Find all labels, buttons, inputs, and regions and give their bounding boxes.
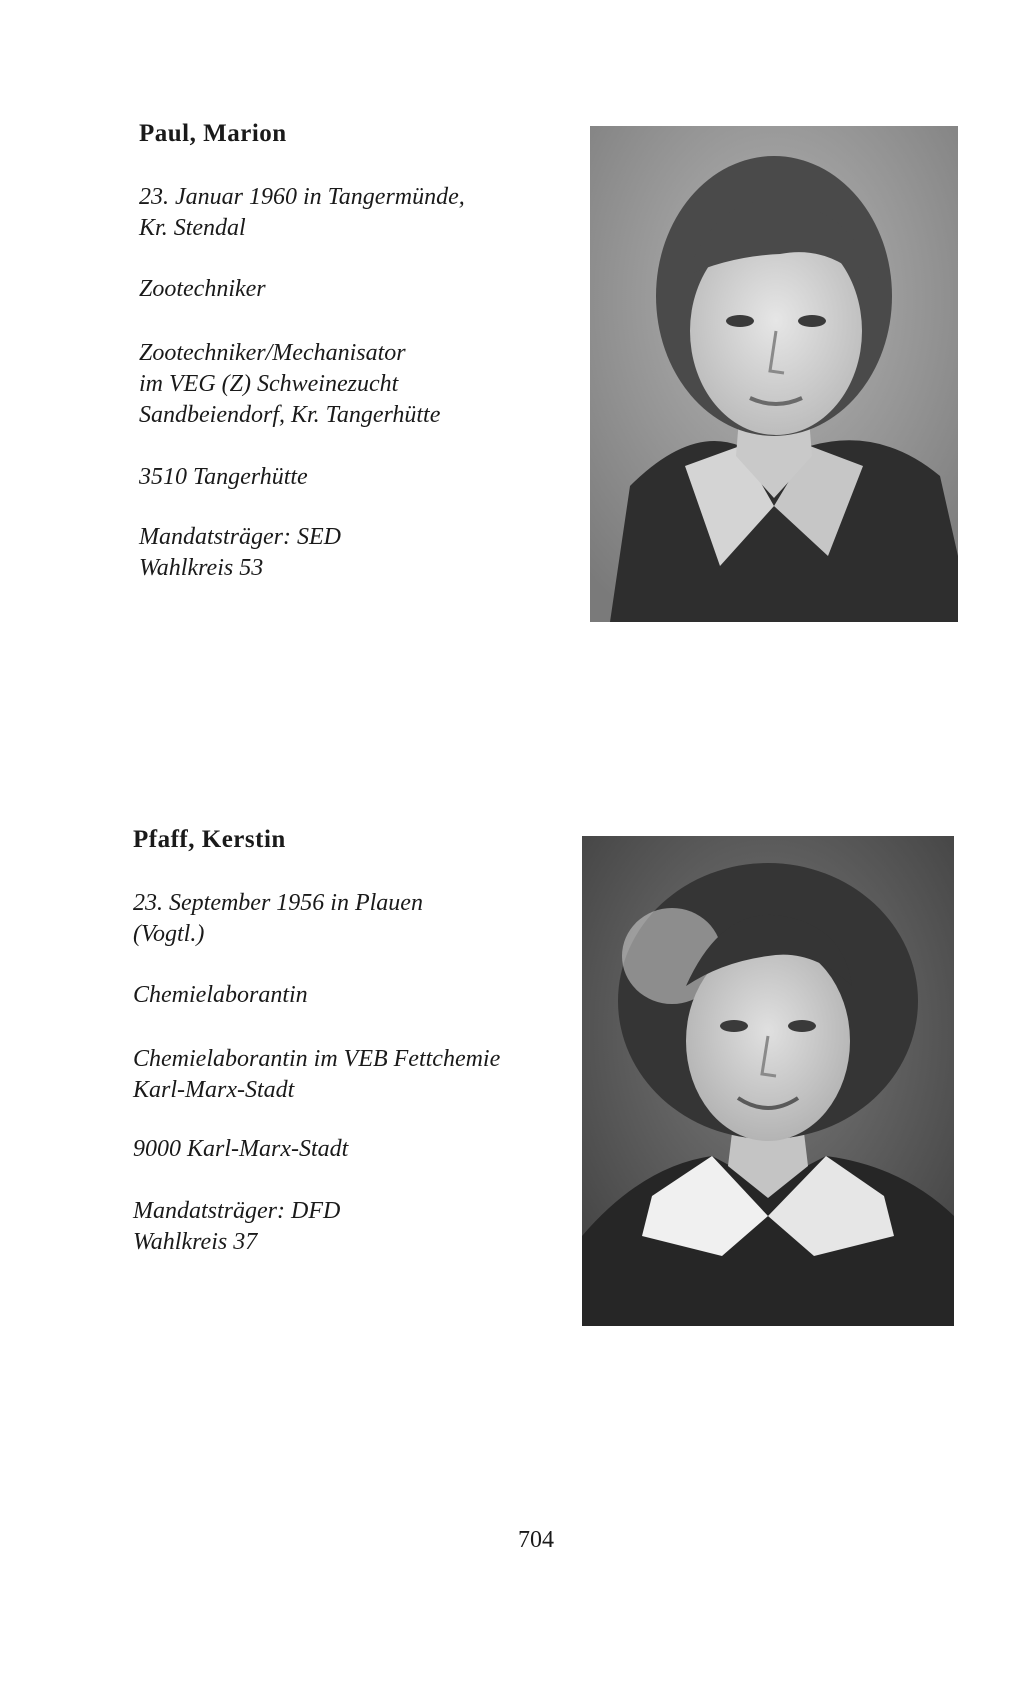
portrait-photo-icon [590, 126, 958, 622]
entry-profession: Chemielaborantin [133, 982, 308, 1008]
mandate-line: Wahlkreis 53 [139, 555, 264, 581]
entry-birth [139, 182, 465, 244]
page-number: 704 [518, 1527, 554, 1553]
entry-job [139, 338, 440, 431]
mandate-line: Wahlkreis 37 [133, 1229, 258, 1255]
entry-job [133, 1044, 500, 1106]
entry-address: 9000 Karl-Marx-Stadt [133, 1136, 349, 1162]
job-line: Zootechniker/Mechanisator [139, 340, 406, 366]
entry-birth [133, 888, 423, 950]
portrait-photo-icon [582, 836, 954, 1326]
entry-mandate [133, 1196, 340, 1258]
birth-line: (Vogtl.) [133, 921, 205, 947]
entry-name: Paul, Marion [139, 120, 287, 147]
birth-line: 23. September 1956 in Plauen [133, 890, 423, 916]
portrait-photo-icon [582, 836, 954, 1326]
birth-line: 23. Januar 1960 in Tangermünde, [139, 184, 465, 210]
job-line: im VEG (Z) Schweinezucht [139, 371, 399, 397]
portrait-photo-icon [590, 126, 958, 622]
deputy-entry-paul [0, 0, 1024, 720]
mandate-line: Mandatsträger: SED [139, 524, 341, 550]
birth-line: Kr. Stendal [139, 215, 246, 241]
entry-address: 3510 Tangerhütte [139, 464, 308, 490]
job-line: Chemielaborantin im VEB Fettchemie [133, 1046, 501, 1072]
deputy-entry-pfaff [0, 720, 1024, 1420]
mandate-line: Mandatsträger: DFD [133, 1198, 341, 1224]
job-line: Karl-Marx-Stadt [133, 1077, 295, 1103]
job-line: Sandbeiendorf, Kr. Tangerhütte [139, 402, 441, 428]
entry-name: Pfaff, Kerstin [133, 826, 286, 853]
entry-profession: Zootechniker [139, 276, 266, 302]
entry-mandate [139, 522, 341, 584]
